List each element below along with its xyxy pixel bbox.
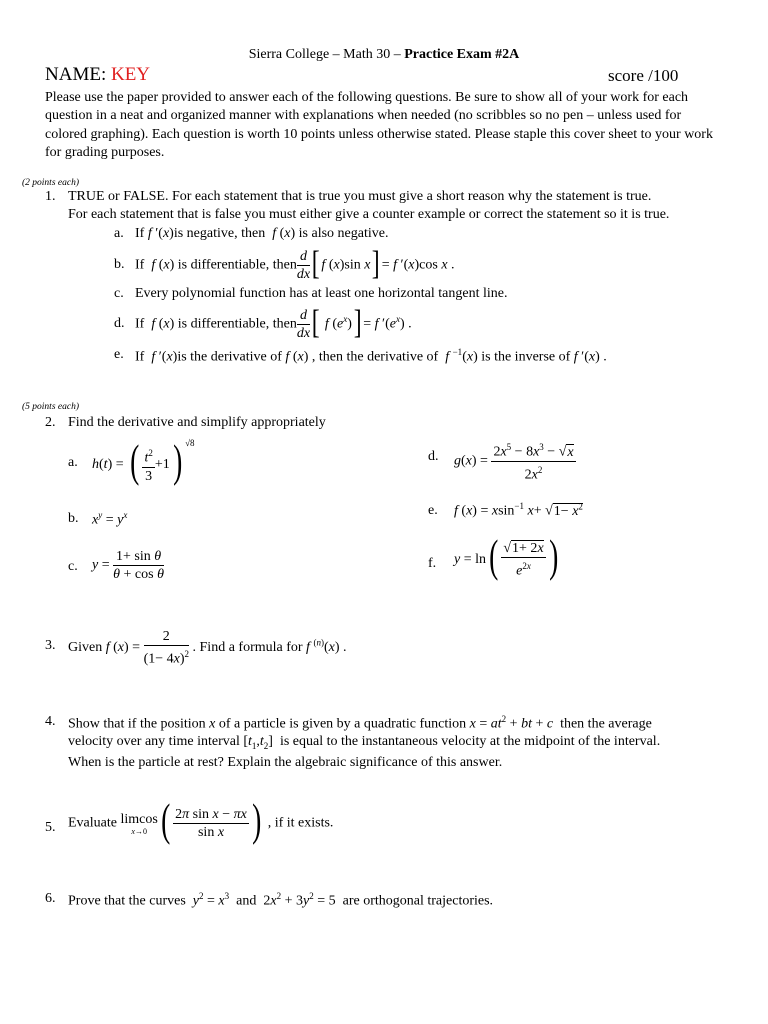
- q2e-label: e.: [428, 503, 438, 518]
- q4-line2: velocity over any time interval $[t_1,t_2]$ is equal to the instantaneous velocity at the midpoint of the interval.: [68, 734, 661, 751]
- q2-number: 2.: [45, 415, 56, 430]
- q1d-statement: If f (x) is differentiable, then $\frac{d}{dx}$ [ f $(e^x)] = f$ $'(e^x)$ .: [135, 303, 412, 341]
- q1d-label: d.: [114, 316, 125, 331]
- course-title: Sierra College – Math 30 –: [248, 47, 401, 62]
- q6-text: Prove that the curves $y^2 = x^3$ and $2x^2 + 3y^2 = 5$ are orthogonal trajectories.: [68, 891, 494, 909]
- q4-line1: Show that if the position x of a particle is given by a quadratic function $x = at^2$ + bt + c then the average: [68, 714, 652, 732]
- q2c-label: c.: [68, 559, 78, 574]
- q3-number: 3.: [45, 638, 56, 653]
- q1b-statement: If f (x) is differentiable, then $\frac{d}{dx}$ [ f (x)sin x] = f ′(x)cos x .: [135, 244, 455, 282]
- q3-text: Given f (x) = $\frac{2}{(1- 4x)^2}$ . Find a formula for f $^{(n)}$(x) .: [68, 629, 347, 667]
- q1-line1: TRUE or FALSE. For each statement that is true you must give a short reason why the statement is true.: [68, 189, 652, 204]
- q3-find: . Find a formula for: [192, 640, 303, 656]
- q1-points: (2 points each): [22, 178, 79, 188]
- name-value: KEY: [110, 64, 151, 85]
- q3-given: Given: [68, 640, 103, 656]
- exam-header: [0, 47, 768, 63]
- q2d-label: d.: [428, 449, 439, 464]
- q2a-label: a.: [68, 455, 78, 470]
- q2c-expression: y = $\frac{\text{1+ sin θ}}{\text{θ + cos θ}}$: [92, 549, 164, 582]
- q2e-expression: f (x) = xsin$^{-1}$ $x+ √1- x^2$: [454, 501, 583, 519]
- instructions: Please use the paper provided to answer each of the following questions. Be sure to show all of your work for each question in a neat and organized manner with explanations when needed (no scribbles so no pen – unless used for colored graphing). Each question is worth 10 points unless otherwise stated. Please staple this cover sheet to your work for grading purposes.: [45, 90, 713, 161]
- q1-line2: For each statement that is false you must either give a counter example or correct the statement so it is true.: [68, 207, 670, 222]
- q2b-label: b.: [68, 511, 79, 526]
- q2f-label: f.: [428, 556, 437, 571]
- q2d-expression: g(x) = $\frac{2x^5 - 8x^3 - √x}{2x^2}$: [454, 439, 576, 483]
- q1-number: 1.: [45, 189, 56, 204]
- exam-title: Practice Exam #2A: [404, 47, 520, 62]
- q1c-label: c.: [114, 286, 124, 301]
- q6-number: 6.: [45, 891, 56, 906]
- q4-line3: When is the particle at rest? Explain the algebraic significance of this answer.: [68, 755, 503, 770]
- q1a-statement: If f ′(x)is negative, then f (x) is also negative.: [135, 226, 389, 241]
- q2b-expression: $x^y = y^x$: [92, 510, 128, 528]
- q2f-expression: y = ln( $\frac{√1+ 2x}{e^{2x}}$ ): [454, 530, 558, 582]
- q1c-statement: Every polynomial function has at least one horizontal tangent line.: [135, 286, 508, 301]
- q2-text: Find the derivative and simplify appropriately: [68, 415, 326, 430]
- q1e-statement: If f ′(x)is the derivative of f (x) , then the derivative of f $^{-1}$(x) is the inverse of f ′(x) .: [135, 347, 607, 365]
- q1e-label: e.: [114, 347, 124, 362]
- q5-tail: , if it exists.: [267, 815, 334, 831]
- q4-number: 4.: [45, 714, 56, 729]
- name-line: [45, 64, 150, 86]
- q1a-label: a.: [114, 226, 124, 241]
- name-label: NAME:: [45, 64, 107, 85]
- q5-evaluate: Evaluate: [68, 815, 117, 831]
- q5-text: Evaluate limcos x→0 ( $\frac{\text{2π sin x − πx}}{\text{sin x}}$ ) , if it exists.: [68, 793, 334, 845]
- q2a-expression: h(t) = ( $\frac{t^2}{3}$ +1) $^{√8}$: [92, 435, 195, 486]
- q2-points: (5 points each): [22, 402, 79, 412]
- q5-number: 5.: [45, 820, 56, 835]
- score-label: score /100: [608, 66, 679, 85]
- q1b-label: b.: [114, 257, 125, 272]
